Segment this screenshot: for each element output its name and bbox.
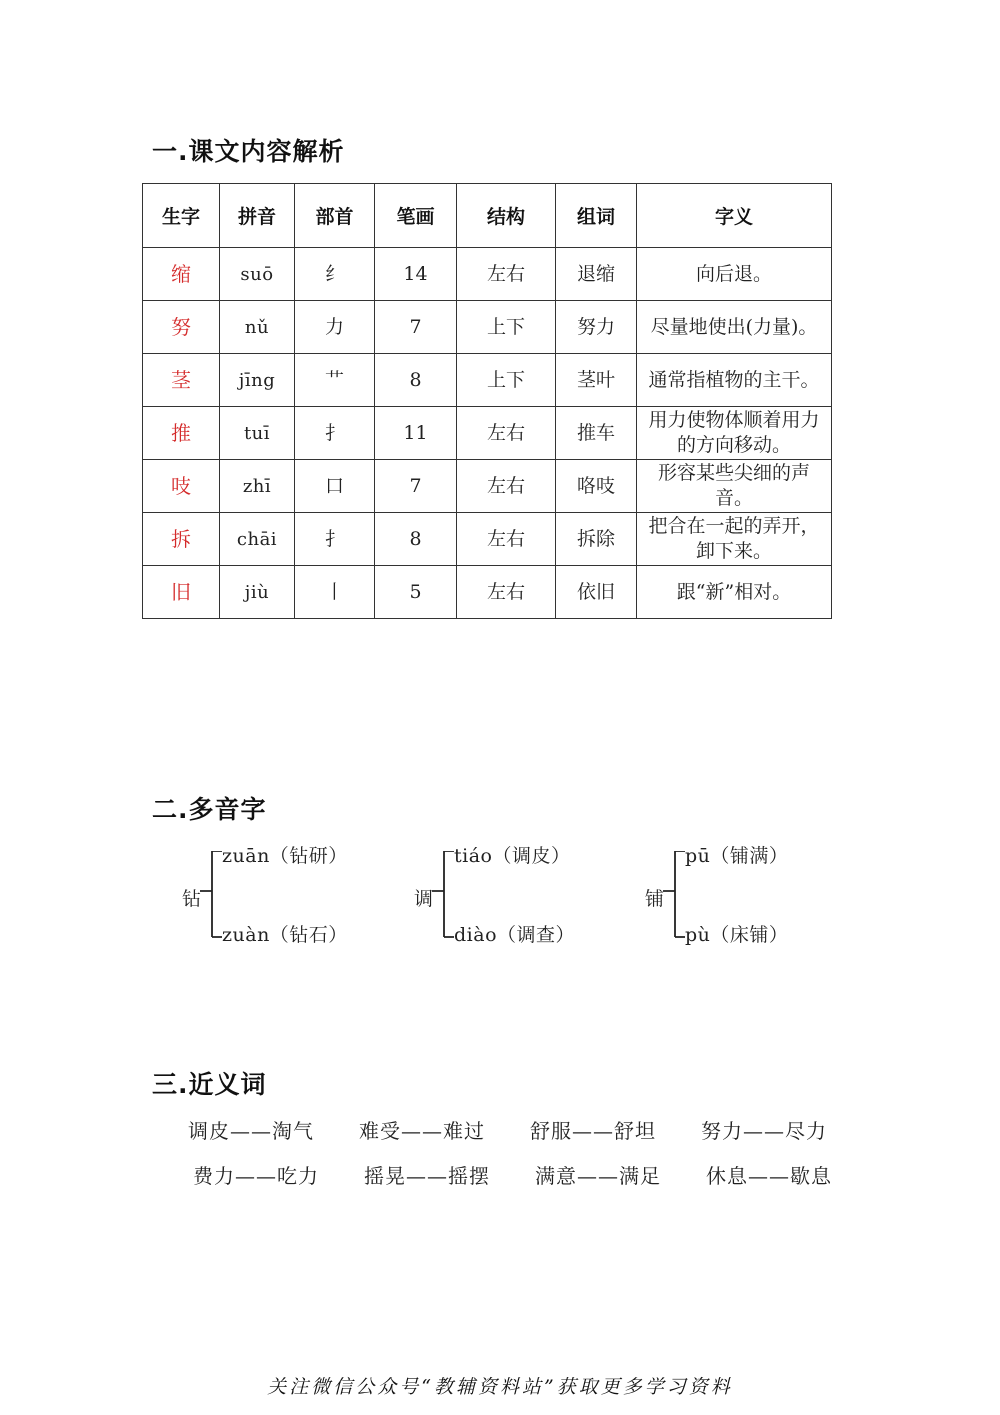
synonym-pair: 调皮——淘气 — [188, 1119, 314, 1143]
cell-pinyin: nǔ — [220, 301, 295, 354]
cell-word: 努力 — [556, 301, 637, 354]
cell-meaning: 用力使物体顺着用力的方向移动。 — [637, 407, 832, 460]
polyphonic-reading-2: pù（床铺） — [685, 924, 789, 946]
header-meaning: 字义 — [637, 184, 832, 248]
character-table — [142, 183, 832, 619]
synonym-pair: 休息——歇息 — [706, 1164, 832, 1188]
cell-strokes: 14 — [375, 248, 457, 301]
table-row — [143, 354, 832, 407]
polyphonic-char: 铺 — [645, 888, 665, 910]
cell-pinyin: suō — [220, 248, 295, 301]
cell-structure: 左右 — [457, 460, 556, 513]
cell-word: 咯吱 — [556, 460, 637, 513]
cell-radical: 口 — [295, 460, 375, 513]
cell-pinyin: tuī — [220, 407, 295, 460]
cell-strokes: 11 — [375, 407, 457, 460]
synonym-pair: 满意——满足 — [535, 1164, 661, 1188]
table-row — [143, 460, 832, 513]
cell-radical: 力 — [295, 301, 375, 354]
polyphonic-reading-1: zuān（钻研） — [222, 845, 348, 867]
header-word: 组词 — [556, 184, 637, 248]
cell-strokes: 5 — [375, 566, 457, 619]
cell-radical: 纟 — [295, 248, 375, 301]
cell-radical: 扌 — [295, 513, 375, 566]
polyphonic-reading-1: pū（铺满） — [685, 845, 789, 867]
header-strokes: 笔画 — [375, 184, 457, 248]
cell-structure: 左右 — [457, 566, 556, 619]
cell-char: 推 — [143, 407, 220, 460]
cell-radical: 艹 — [295, 354, 375, 407]
header-char: 生字 — [143, 184, 220, 248]
cell-meaning: 把合在一起的弄开，卸下来。 — [637, 513, 832, 566]
table-header-row — [143, 184, 832, 248]
cell-strokes: 7 — [375, 460, 457, 513]
cell-structure: 上下 — [457, 354, 556, 407]
cell-meaning: 尽量地使出(力量)。 — [637, 301, 832, 354]
polyphonic-item — [645, 845, 905, 961]
cell-structure: 左右 — [457, 407, 556, 460]
cell-word: 推车 — [556, 407, 637, 460]
cell-meaning: 向后退。 — [637, 248, 832, 301]
polyphonic-reading-1: tiáo（调皮） — [454, 845, 571, 867]
cell-radical: 丨 — [295, 566, 375, 619]
cell-word: 拆除 — [556, 513, 637, 566]
header-structure: 结构 — [457, 184, 556, 248]
table-row — [143, 513, 832, 566]
cell-word: 退缩 — [556, 248, 637, 301]
cell-word: 茎叶 — [556, 354, 637, 407]
cell-meaning: 通常指植物的主干。 — [637, 354, 832, 407]
synonym-pair: 舒服——舒坦 — [530, 1119, 656, 1143]
cell-word: 依旧 — [556, 566, 637, 619]
table-row — [143, 566, 832, 619]
cell-strokes: 8 — [375, 354, 457, 407]
cell-pinyin: jīng — [220, 354, 295, 407]
footer-note: 关注微信公众号“教辅资料站”获取更多学习资料 — [267, 1376, 733, 1398]
polyphonic-char: 钻 — [182, 888, 202, 910]
synonym-pair: 努力——尽力 — [701, 1119, 827, 1143]
section-title-synonyms: 三.近义词 — [152, 1070, 267, 1099]
synonym-pair: 难受——难过 — [359, 1119, 485, 1143]
cell-structure: 左右 — [457, 513, 556, 566]
cell-strokes: 7 — [375, 301, 457, 354]
cell-pinyin: chāi — [220, 513, 295, 566]
table-row — [143, 301, 832, 354]
table-row — [143, 407, 832, 460]
polyphonic-reading-2: diào（调查） — [454, 924, 576, 946]
cell-pinyin: zhī — [220, 460, 295, 513]
cell-meaning: 跟“新”相对。 — [637, 566, 832, 619]
section-title-lesson-analysis: 一.课文内容解析 — [152, 137, 345, 166]
cell-char: 吱 — [143, 460, 220, 513]
header-radical: 部首 — [295, 184, 375, 248]
synonym-pair: 摇晃——摇摆 — [364, 1164, 490, 1188]
cell-char: 拆 — [143, 513, 220, 566]
header-pinyin: 拼音 — [220, 184, 295, 248]
polyphonic-item — [182, 845, 442, 961]
table-row — [143, 248, 832, 301]
cell-char: 茎 — [143, 354, 220, 407]
cell-radical: 扌 — [295, 407, 375, 460]
cell-structure: 上下 — [457, 301, 556, 354]
polyphonic-char: 调 — [414, 888, 434, 910]
cell-meaning: 形容某些尖细的声音。 — [637, 460, 832, 513]
polyphonic-item — [414, 845, 674, 961]
section-title-polyphonic: 二.多音字 — [152, 795, 267, 824]
cell-strokes: 8 — [375, 513, 457, 566]
cell-char: 努 — [143, 301, 220, 354]
cell-pinyin: jiù — [220, 566, 295, 619]
polyphonic-reading-2: zuàn（钻石） — [222, 924, 348, 946]
cell-char: 缩 — [143, 248, 220, 301]
cell-structure: 左右 — [457, 248, 556, 301]
cell-char: 旧 — [143, 566, 220, 619]
synonym-pair: 费力——吃力 — [193, 1164, 319, 1188]
